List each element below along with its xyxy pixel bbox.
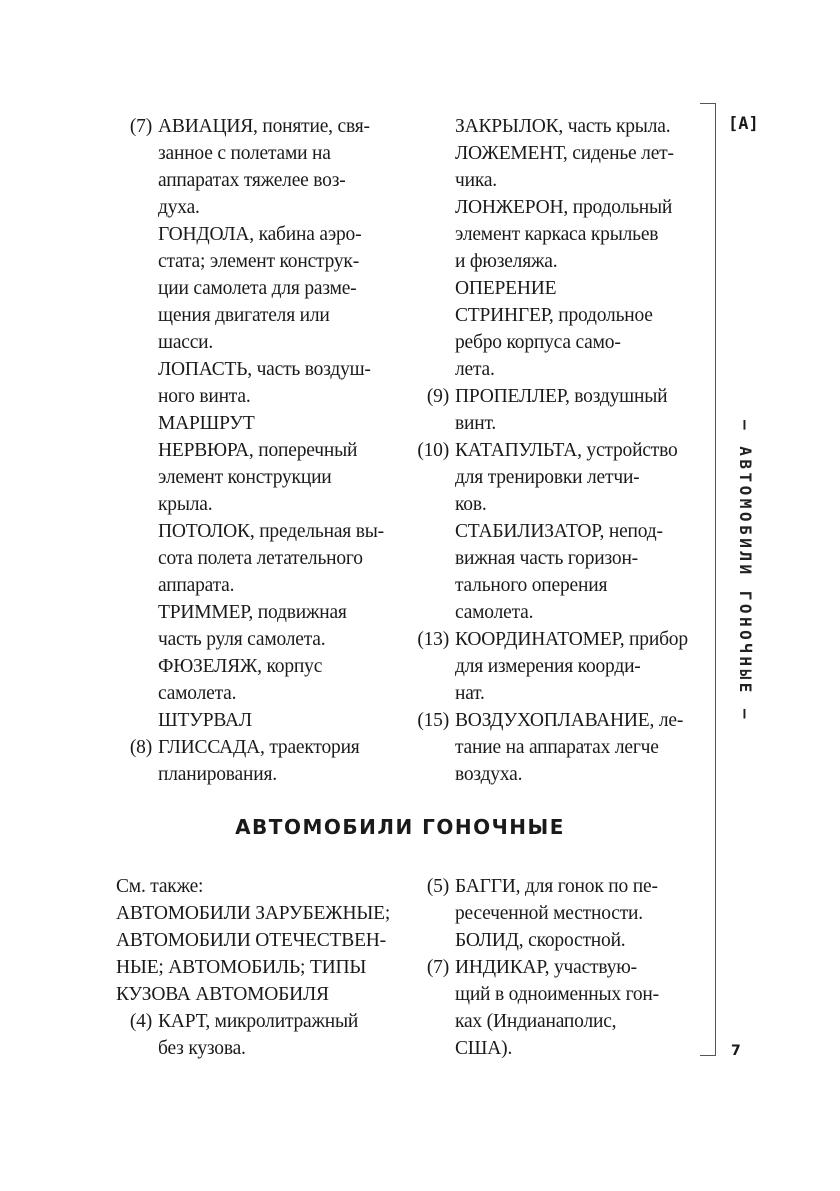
entry-line bbox=[116, 927, 406, 954]
entry-line bbox=[158, 491, 393, 518]
running-title: – АВТОМОБИЛИ ГОНОЧНЫЕ – bbox=[736, 420, 755, 723]
entry-text: ресеченной местности. bbox=[455, 903, 643, 924]
entry-text: чика. bbox=[455, 170, 497, 191]
entry-text: ВОЗДУХОПЛАВАНИЕ, ле- bbox=[455, 710, 684, 731]
entry-text: КУЗОВА АВТОМОБИЛЯ bbox=[116, 984, 329, 1005]
entry-number: (10) bbox=[417, 440, 449, 461]
entry-text: ФЮЗЕЛЯЖ, корпус bbox=[158, 656, 323, 677]
entry-text: аппаратах тяжелее воз- bbox=[158, 170, 346, 191]
entry-text: МАРШРУТ bbox=[158, 413, 255, 434]
entry-line bbox=[158, 248, 393, 275]
entry-text: ЛОЖЕМЕНТ, сиденье лет- bbox=[455, 143, 674, 164]
entry-text: крыла. bbox=[158, 494, 213, 515]
entry-line bbox=[116, 954, 406, 981]
entry-text: нат. bbox=[455, 683, 485, 704]
entry-line bbox=[455, 734, 705, 761]
entry-text: элемент каркаса крыльев bbox=[455, 224, 659, 245]
entry-text: воздуха. bbox=[455, 764, 523, 785]
entry-line bbox=[158, 356, 393, 383]
entry-line bbox=[158, 626, 393, 653]
entry-text: часть руля самолета. bbox=[158, 629, 326, 650]
column-right-top bbox=[417, 113, 705, 788]
entry-line bbox=[455, 572, 705, 599]
entry-line bbox=[455, 927, 705, 954]
entry-line bbox=[158, 437, 393, 464]
entry-line bbox=[158, 599, 393, 626]
entry-line bbox=[158, 329, 393, 356]
entry-text: ОПЕРЕНИЕ bbox=[455, 278, 557, 299]
entry-line bbox=[455, 167, 705, 194]
entry-line bbox=[158, 545, 393, 572]
entry-text: щий в одноименных гон- bbox=[455, 984, 659, 1005]
entry-text: США). bbox=[455, 1038, 513, 1059]
entry-line bbox=[158, 1035, 406, 1062]
entry-text: АВТОМОБИЛИ ОТЕЧЕСТВЕН- bbox=[116, 930, 386, 951]
entry-text: духа. bbox=[158, 197, 200, 218]
entry-line bbox=[455, 140, 705, 167]
entry-text: ции самолета для разме- bbox=[158, 278, 357, 299]
entry-text: самолета. bbox=[158, 683, 237, 704]
entry-line bbox=[417, 626, 705, 653]
entry-line bbox=[455, 248, 705, 275]
entry-text: КАТАПУЛЬТА, устройство bbox=[455, 440, 678, 461]
entry-text: ПОТОЛОК, предельная вы- bbox=[158, 521, 384, 542]
entry-line bbox=[129, 113, 393, 140]
entry-text: ГЛИССАДА, траектория bbox=[158, 737, 360, 758]
entry-text: КАРТ, микролитражный bbox=[158, 1011, 359, 1032]
entry-text: ГОНДОЛА, кабина аэро- bbox=[158, 224, 362, 245]
section-letter: [А] bbox=[728, 114, 759, 134]
entry-line bbox=[158, 167, 393, 194]
entry-number: (4) bbox=[129, 1011, 152, 1032]
entry-line bbox=[129, 1008, 406, 1035]
entry-line bbox=[158, 707, 393, 734]
entry-text: ного винта. bbox=[158, 386, 251, 407]
entry-text: стата; элемент конструк- bbox=[158, 251, 359, 272]
entry-line bbox=[158, 761, 393, 788]
entry-line bbox=[158, 464, 393, 491]
entry-number: (8) bbox=[129, 737, 152, 758]
entry-number: (7) bbox=[426, 957, 449, 978]
entry-text: АВТОМОБИЛИ ЗАРУБЕЖНЫЕ; bbox=[116, 903, 391, 924]
entry-line bbox=[158, 518, 393, 545]
entry-text: ТРИММЕР, подвижная bbox=[158, 602, 347, 623]
entry-text: занное с полетами на bbox=[158, 143, 331, 164]
entry-line bbox=[158, 653, 393, 680]
entry-line bbox=[455, 518, 705, 545]
entry-line bbox=[455, 1035, 705, 1062]
entry-line bbox=[455, 981, 705, 1008]
entry-number: (7) bbox=[129, 116, 152, 137]
entry-number: (13) bbox=[417, 629, 449, 650]
entry-text: сота полета летательного bbox=[158, 548, 363, 569]
column-left-top bbox=[129, 113, 393, 788]
entry-text: БАГГИ, для гонок по пе- bbox=[455, 876, 658, 897]
entry-line bbox=[455, 113, 705, 140]
entry-line bbox=[116, 873, 406, 900]
entry-text: для измерения коорди- bbox=[455, 656, 641, 677]
entry-line bbox=[455, 275, 705, 302]
entry-line bbox=[455, 329, 705, 356]
entry-number: (5) bbox=[426, 876, 449, 897]
entry-line bbox=[455, 761, 705, 788]
entry-text: без кузова. bbox=[158, 1038, 246, 1059]
entry-line bbox=[455, 599, 705, 626]
entry-text: аппарата. bbox=[158, 575, 235, 596]
entry-line bbox=[158, 302, 393, 329]
entry-text: и фюзеляжа. bbox=[455, 251, 558, 272]
column-left-bottom bbox=[116, 873, 406, 1062]
entry-line bbox=[417, 707, 705, 734]
entry-number: (9) bbox=[426, 386, 449, 407]
margin-rule-top-tick bbox=[700, 103, 716, 104]
entry-line bbox=[426, 383, 705, 410]
column-right-bottom bbox=[426, 873, 705, 1062]
entry-line bbox=[455, 680, 705, 707]
entry-text: ЗАКРЫЛОК, часть крыла. bbox=[455, 116, 671, 137]
entry-line bbox=[455, 545, 705, 572]
entry-line bbox=[417, 437, 705, 464]
entry-text: для тренировки летчи- bbox=[455, 467, 640, 488]
entry-text: СТРИНГЕР, продольное bbox=[455, 305, 653, 326]
entry-line bbox=[426, 954, 705, 981]
entry-line bbox=[455, 356, 705, 383]
entry-text: ребро корпуса само- bbox=[455, 332, 621, 353]
entry-text: АВИАЦИЯ, понятие, свя- bbox=[158, 116, 370, 137]
entry-text: элемент конструкции bbox=[158, 467, 332, 488]
entry-line bbox=[158, 140, 393, 167]
entry-text: шасси. bbox=[158, 332, 214, 353]
entry-line bbox=[158, 221, 393, 248]
entry-line bbox=[116, 900, 406, 927]
entry-text: НЕРВЮРА, поперечный bbox=[158, 440, 358, 461]
entry-line bbox=[426, 873, 705, 900]
entry-line bbox=[158, 383, 393, 410]
entry-text: ЛОПАСТЬ, часть воздуш- bbox=[158, 359, 371, 380]
entry-text: ков. bbox=[455, 494, 487, 515]
entry-line bbox=[455, 1008, 705, 1035]
entry-line bbox=[158, 194, 393, 221]
entry-text: ИНДИКАР, участвую- bbox=[455, 957, 637, 978]
entry-text: ЛОНЖЕРОН, продольный bbox=[455, 197, 673, 218]
entry-number: (15) bbox=[417, 710, 449, 731]
entry-line bbox=[455, 194, 705, 221]
entry-text: щения двигателя или bbox=[158, 305, 330, 326]
margin-rule-bottom-tick bbox=[700, 1055, 716, 1056]
entry-text: СТАБИЛИЗАТОР, непод- bbox=[455, 521, 663, 542]
entry-text: НЫЕ; АВТОМОБИЛЬ; ТИПЫ bbox=[116, 957, 367, 978]
entry-line bbox=[158, 680, 393, 707]
entry-line bbox=[129, 734, 393, 761]
entry-line bbox=[455, 491, 705, 518]
entry-line bbox=[455, 410, 705, 437]
entry-line bbox=[455, 900, 705, 927]
entry-line bbox=[158, 410, 393, 437]
entry-text: тание на аппаратах легче bbox=[455, 737, 659, 758]
entry-line bbox=[116, 981, 406, 1008]
entry-text: КООРДИНАТОМЕР, прибор bbox=[455, 629, 688, 650]
entry-line bbox=[455, 221, 705, 248]
entry-line bbox=[455, 653, 705, 680]
entry-text: См. также: bbox=[116, 876, 204, 897]
page-number: 7 bbox=[731, 1043, 741, 1059]
entry-text: БОЛИД, скоростной. bbox=[455, 930, 626, 951]
entry-text: тального оперения bbox=[455, 575, 608, 596]
entry-text: вижная часть горизон- bbox=[455, 548, 638, 569]
entry-text: ПРОПЕЛЛЕР, воздушный bbox=[455, 386, 668, 407]
entry-line bbox=[158, 275, 393, 302]
entry-text: ках (Индианаполис, bbox=[455, 1011, 617, 1032]
margin-rule bbox=[715, 103, 716, 1055]
entry-text: планирования. bbox=[158, 764, 277, 785]
entry-line bbox=[158, 572, 393, 599]
entry-text: лета. bbox=[455, 359, 495, 380]
entry-line bbox=[455, 302, 705, 329]
section-heading: АВТОМОБИЛИ ГОНОЧНЫЕ bbox=[235, 815, 565, 839]
entry-text: ШТУРВАЛ bbox=[158, 710, 252, 731]
entry-line bbox=[455, 464, 705, 491]
entry-text: самолета. bbox=[455, 602, 534, 623]
entry-text: винт. bbox=[455, 413, 497, 434]
